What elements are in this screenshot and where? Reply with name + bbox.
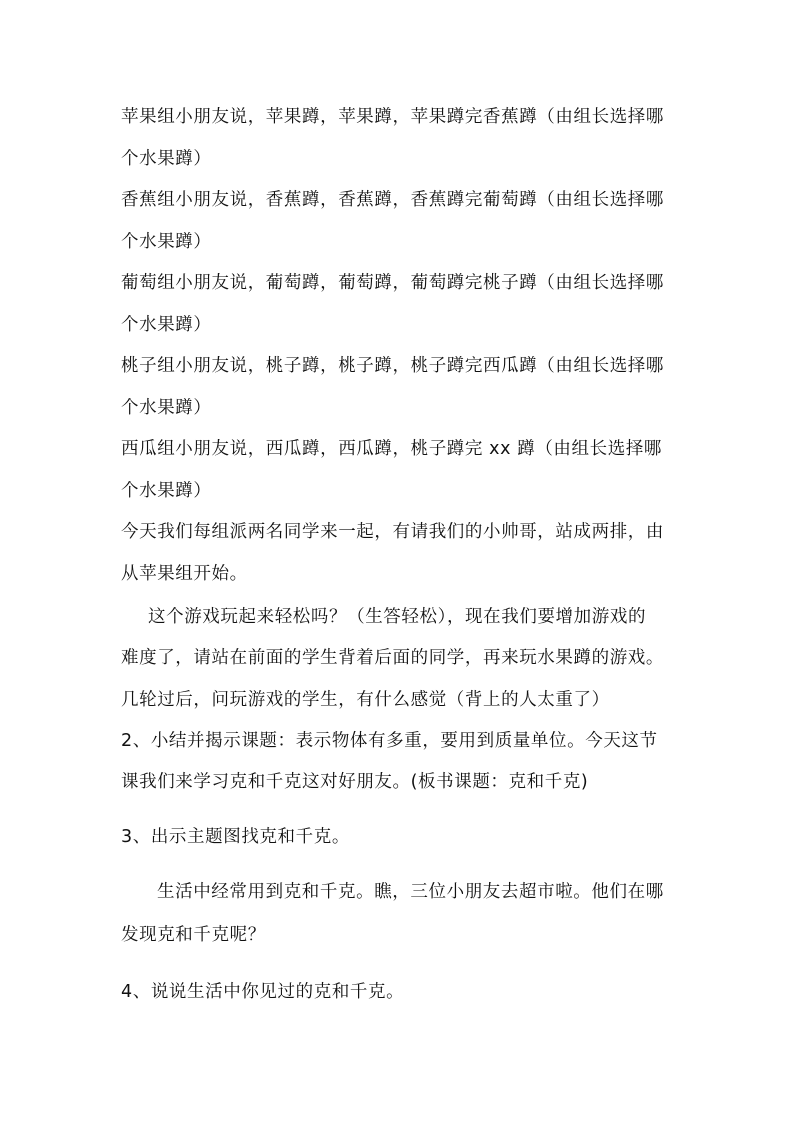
- text-line: 几轮过后，问玩游戏的学生，有什么感觉（背上的人太重了）: [121, 690, 610, 710]
- text-line: 今天我们每组派两名同学来一起，有请我们的小帅哥，站成两排，由: [121, 522, 664, 542]
- text-line: 4、说说生活中你见过的克和千克。: [121, 982, 405, 1002]
- text-line: 个水果蹲）: [121, 149, 212, 169]
- text-line: 葡萄组小朋友说，葡萄蹲，葡萄蹲，葡萄蹲完桃子蹲（由组长选择哪: [121, 273, 664, 293]
- text-line: 难度了，请站在前面的学生背着后面的同学，再来玩水果蹲的游戏。: [121, 648, 664, 668]
- text-line: 个水果蹲）: [121, 398, 212, 418]
- text-line: 2、小结并揭示课题：表示物体有多重，要用到质量单位。今天这节: [121, 731, 658, 751]
- text-line: 发现克和千克呢？: [121, 925, 266, 945]
- text-line: 课我们来学习克和千克这对好朋友。(板书课题：克和千克): [121, 772, 589, 792]
- text-line: 个水果蹲）: [121, 232, 212, 252]
- text-line: 3、出示主题图找克和千克。: [121, 827, 350, 847]
- text-line: 桃子组小朋友说，桃子蹲，桃子蹲，桃子蹲完西瓜蹲（由组长选择哪: [121, 356, 664, 376]
- text-line: 这个游戏玩起来轻松吗？（生答轻松），现在我们要增加游戏的: [148, 607, 647, 627]
- text-line: 个水果蹲）: [121, 481, 212, 501]
- text-line: 个水果蹲）: [121, 315, 212, 335]
- text-line: 从苹果组开始。: [121, 564, 248, 584]
- text-line: 西瓜组小朋友说，西瓜蹲，西瓜蹲，桃子蹲完 xx 蹲（由组长选择哪: [121, 439, 663, 459]
- text-line: 生活中经常用到克和千克。瞧，三位小朋友去超市啦。他们在哪: [157, 882, 664, 902]
- text-line: 苹果组小朋友说，苹果蹲，苹果蹲，苹果蹲完香蕉蹲（由组长选择哪: [121, 107, 664, 127]
- text-line: 香蕉组小朋友说，香蕉蹲，香蕉蹲，香蕉蹲完葡萄蹲（由组长选择哪: [121, 190, 664, 210]
